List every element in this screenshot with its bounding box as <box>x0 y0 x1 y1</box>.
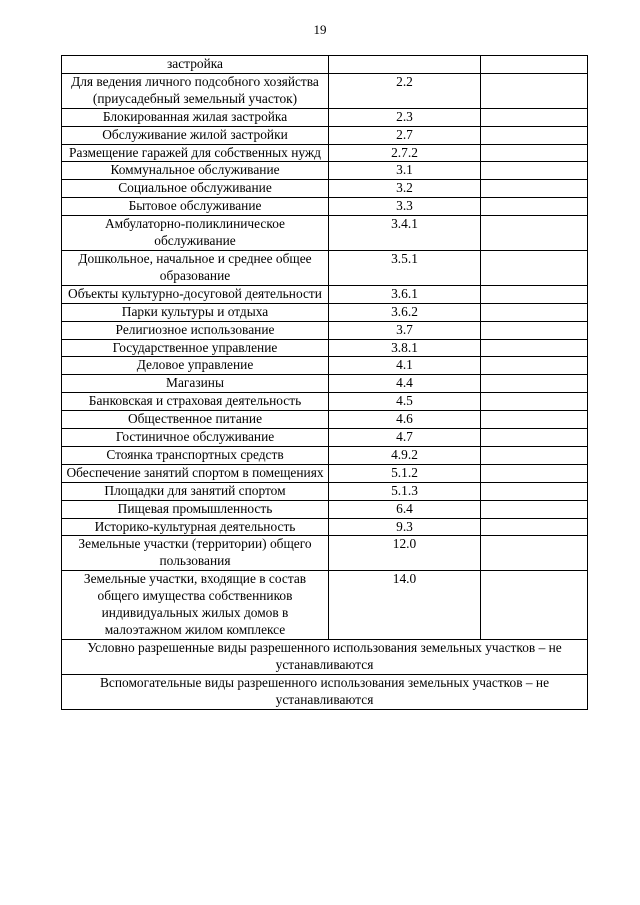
use-code-cell: 2.7 <box>329 126 481 144</box>
table-row <box>62 518 588 536</box>
use-name-cell: Дошкольное, начальное и среднее общее образование <box>62 250 329 285</box>
empty-cell <box>481 429 588 447</box>
empty-cell <box>481 285 588 303</box>
use-code-cell: 14.0 <box>329 571 481 640</box>
use-name-cell: Гостиничное обслуживание <box>62 429 329 447</box>
use-code-cell: 3.5.1 <box>329 250 481 285</box>
use-name-cell: Для ведения личного подсобного хозяйства (приусадебный земельный участок) <box>62 73 329 108</box>
use-name-cell: Общественное питание <box>62 411 329 429</box>
use-code-cell: 5.1.2 <box>329 464 481 482</box>
use-name-cell: Площадки для занятий спортом <box>62 482 329 500</box>
use-name-cell: Деловое управление <box>62 357 329 375</box>
table-row <box>62 339 588 357</box>
use-name-cell: Историко-культурная деятельность <box>62 518 329 536</box>
use-name-cell: Блокированная жилая застройка <box>62 108 329 126</box>
table-row <box>62 73 588 108</box>
use-name-cell: Стоянка транспортных средств <box>62 446 329 464</box>
use-name-cell: Парки культуры и отдыха <box>62 303 329 321</box>
empty-cell <box>481 536 588 571</box>
empty-cell <box>481 446 588 464</box>
empty-cell <box>481 250 588 285</box>
table-row <box>62 108 588 126</box>
use-code-cell: 2.7.2 <box>329 144 481 162</box>
conditional-note: Условно разрешенные виды разрешенного использования земельных участков – не устанавливаются <box>62 639 588 674</box>
use-code-cell: 2.2 <box>329 73 481 108</box>
use-code-cell: 4.5 <box>329 393 481 411</box>
use-name-cell: Бытовое обслуживание <box>62 198 329 216</box>
table-row <box>62 126 588 144</box>
table-row <box>62 375 588 393</box>
empty-cell <box>481 357 588 375</box>
use-code-cell: 5.1.3 <box>329 482 481 500</box>
empty-cell <box>481 375 588 393</box>
table-row <box>62 411 588 429</box>
empty-cell <box>481 464 588 482</box>
table-row <box>62 464 588 482</box>
empty-cell <box>481 162 588 180</box>
empty-cell <box>481 303 588 321</box>
use-code-cell: 4.6 <box>329 411 481 429</box>
empty-cell <box>481 393 588 411</box>
table-row <box>62 321 588 339</box>
use-name-cell: Объекты культурно-досуговой деятельности <box>62 285 329 303</box>
auxiliary-note: Вспомогательные виды разрешенного использования земельных участков – не устанавливаются <box>62 674 588 709</box>
use-code-cell: 3.4.1 <box>329 216 481 251</box>
use-code-cell: 3.7 <box>329 321 481 339</box>
use-code-cell: 3.2 <box>329 180 481 198</box>
table-row <box>62 250 588 285</box>
table-row <box>62 303 588 321</box>
table-row <box>62 446 588 464</box>
use-name-cell: Пищевая промышленность <box>62 500 329 518</box>
use-code-cell: 3.6.2 <box>329 303 481 321</box>
use-code-cell: 12.0 <box>329 536 481 571</box>
use-code-cell: 2.3 <box>329 108 481 126</box>
table-row <box>62 500 588 518</box>
empty-cell <box>481 198 588 216</box>
use-name-cell: застройка <box>62 56 329 74</box>
use-code-cell: 4.9.2 <box>329 446 481 464</box>
use-name-cell: Земельные участки (территории) общего пользования <box>62 536 329 571</box>
empty-cell <box>481 518 588 536</box>
empty-cell <box>481 571 588 640</box>
land-use-table <box>61 55 588 710</box>
use-code-cell: 4.7 <box>329 429 481 447</box>
empty-cell <box>481 73 588 108</box>
use-name-cell: Религиозное использование <box>62 321 329 339</box>
table-row <box>62 216 588 251</box>
empty-cell <box>481 216 588 251</box>
use-name-cell: Обеспечение занятий спортом в помещениях <box>62 464 329 482</box>
table-row <box>62 482 588 500</box>
table-row <box>62 56 588 74</box>
use-code-cell: 4.1 <box>329 357 481 375</box>
table-row <box>62 198 588 216</box>
table-row <box>62 144 588 162</box>
conditional-note-row <box>62 639 588 674</box>
empty-cell <box>481 339 588 357</box>
table-body <box>62 56 588 640</box>
table-row <box>62 393 588 411</box>
empty-cell <box>481 56 588 74</box>
use-name-cell: Обслуживание жилой застройки <box>62 126 329 144</box>
table-row <box>62 162 588 180</box>
use-code-cell: 3.3 <box>329 198 481 216</box>
use-name-cell: Земельные участки, входящие в состав общего имущества собственников индивидуальных жилых домов в малоэтажном жилом комплексе <box>62 571 329 640</box>
use-name-cell: Амбулаторно-поликлиническое обслуживание <box>62 216 329 251</box>
empty-cell <box>481 411 588 429</box>
empty-cell <box>481 126 588 144</box>
table-row <box>62 571 588 640</box>
use-name-cell: Социальное обслуживание <box>62 180 329 198</box>
table-row <box>62 180 588 198</box>
table-row <box>62 357 588 375</box>
empty-cell <box>481 108 588 126</box>
table-row <box>62 429 588 447</box>
use-code-cell: 3.6.1 <box>329 285 481 303</box>
empty-cell <box>481 144 588 162</box>
page-number: 19 <box>313 22 327 37</box>
use-code-cell: 3.1 <box>329 162 481 180</box>
empty-cell <box>481 500 588 518</box>
use-code-cell: 4.4 <box>329 375 481 393</box>
table-row <box>62 285 588 303</box>
empty-cell <box>481 180 588 198</box>
use-code-cell: 6.4 <box>329 500 481 518</box>
use-code-cell: 9.3 <box>329 518 481 536</box>
table-row <box>62 536 588 571</box>
use-name-cell: Магазины <box>62 375 329 393</box>
empty-cell <box>481 482 588 500</box>
use-name-cell: Размещение гаражей для собственных нужд <box>62 144 329 162</box>
auxiliary-note-row <box>62 674 588 709</box>
use-name-cell: Банковская и страховая деятельность <box>62 393 329 411</box>
use-code-cell <box>329 56 481 74</box>
use-name-cell: Коммунальное обслуживание <box>62 162 329 180</box>
use-code-cell: 3.8.1 <box>329 339 481 357</box>
empty-cell <box>481 321 588 339</box>
use-name-cell: Государственное управление <box>62 339 329 357</box>
